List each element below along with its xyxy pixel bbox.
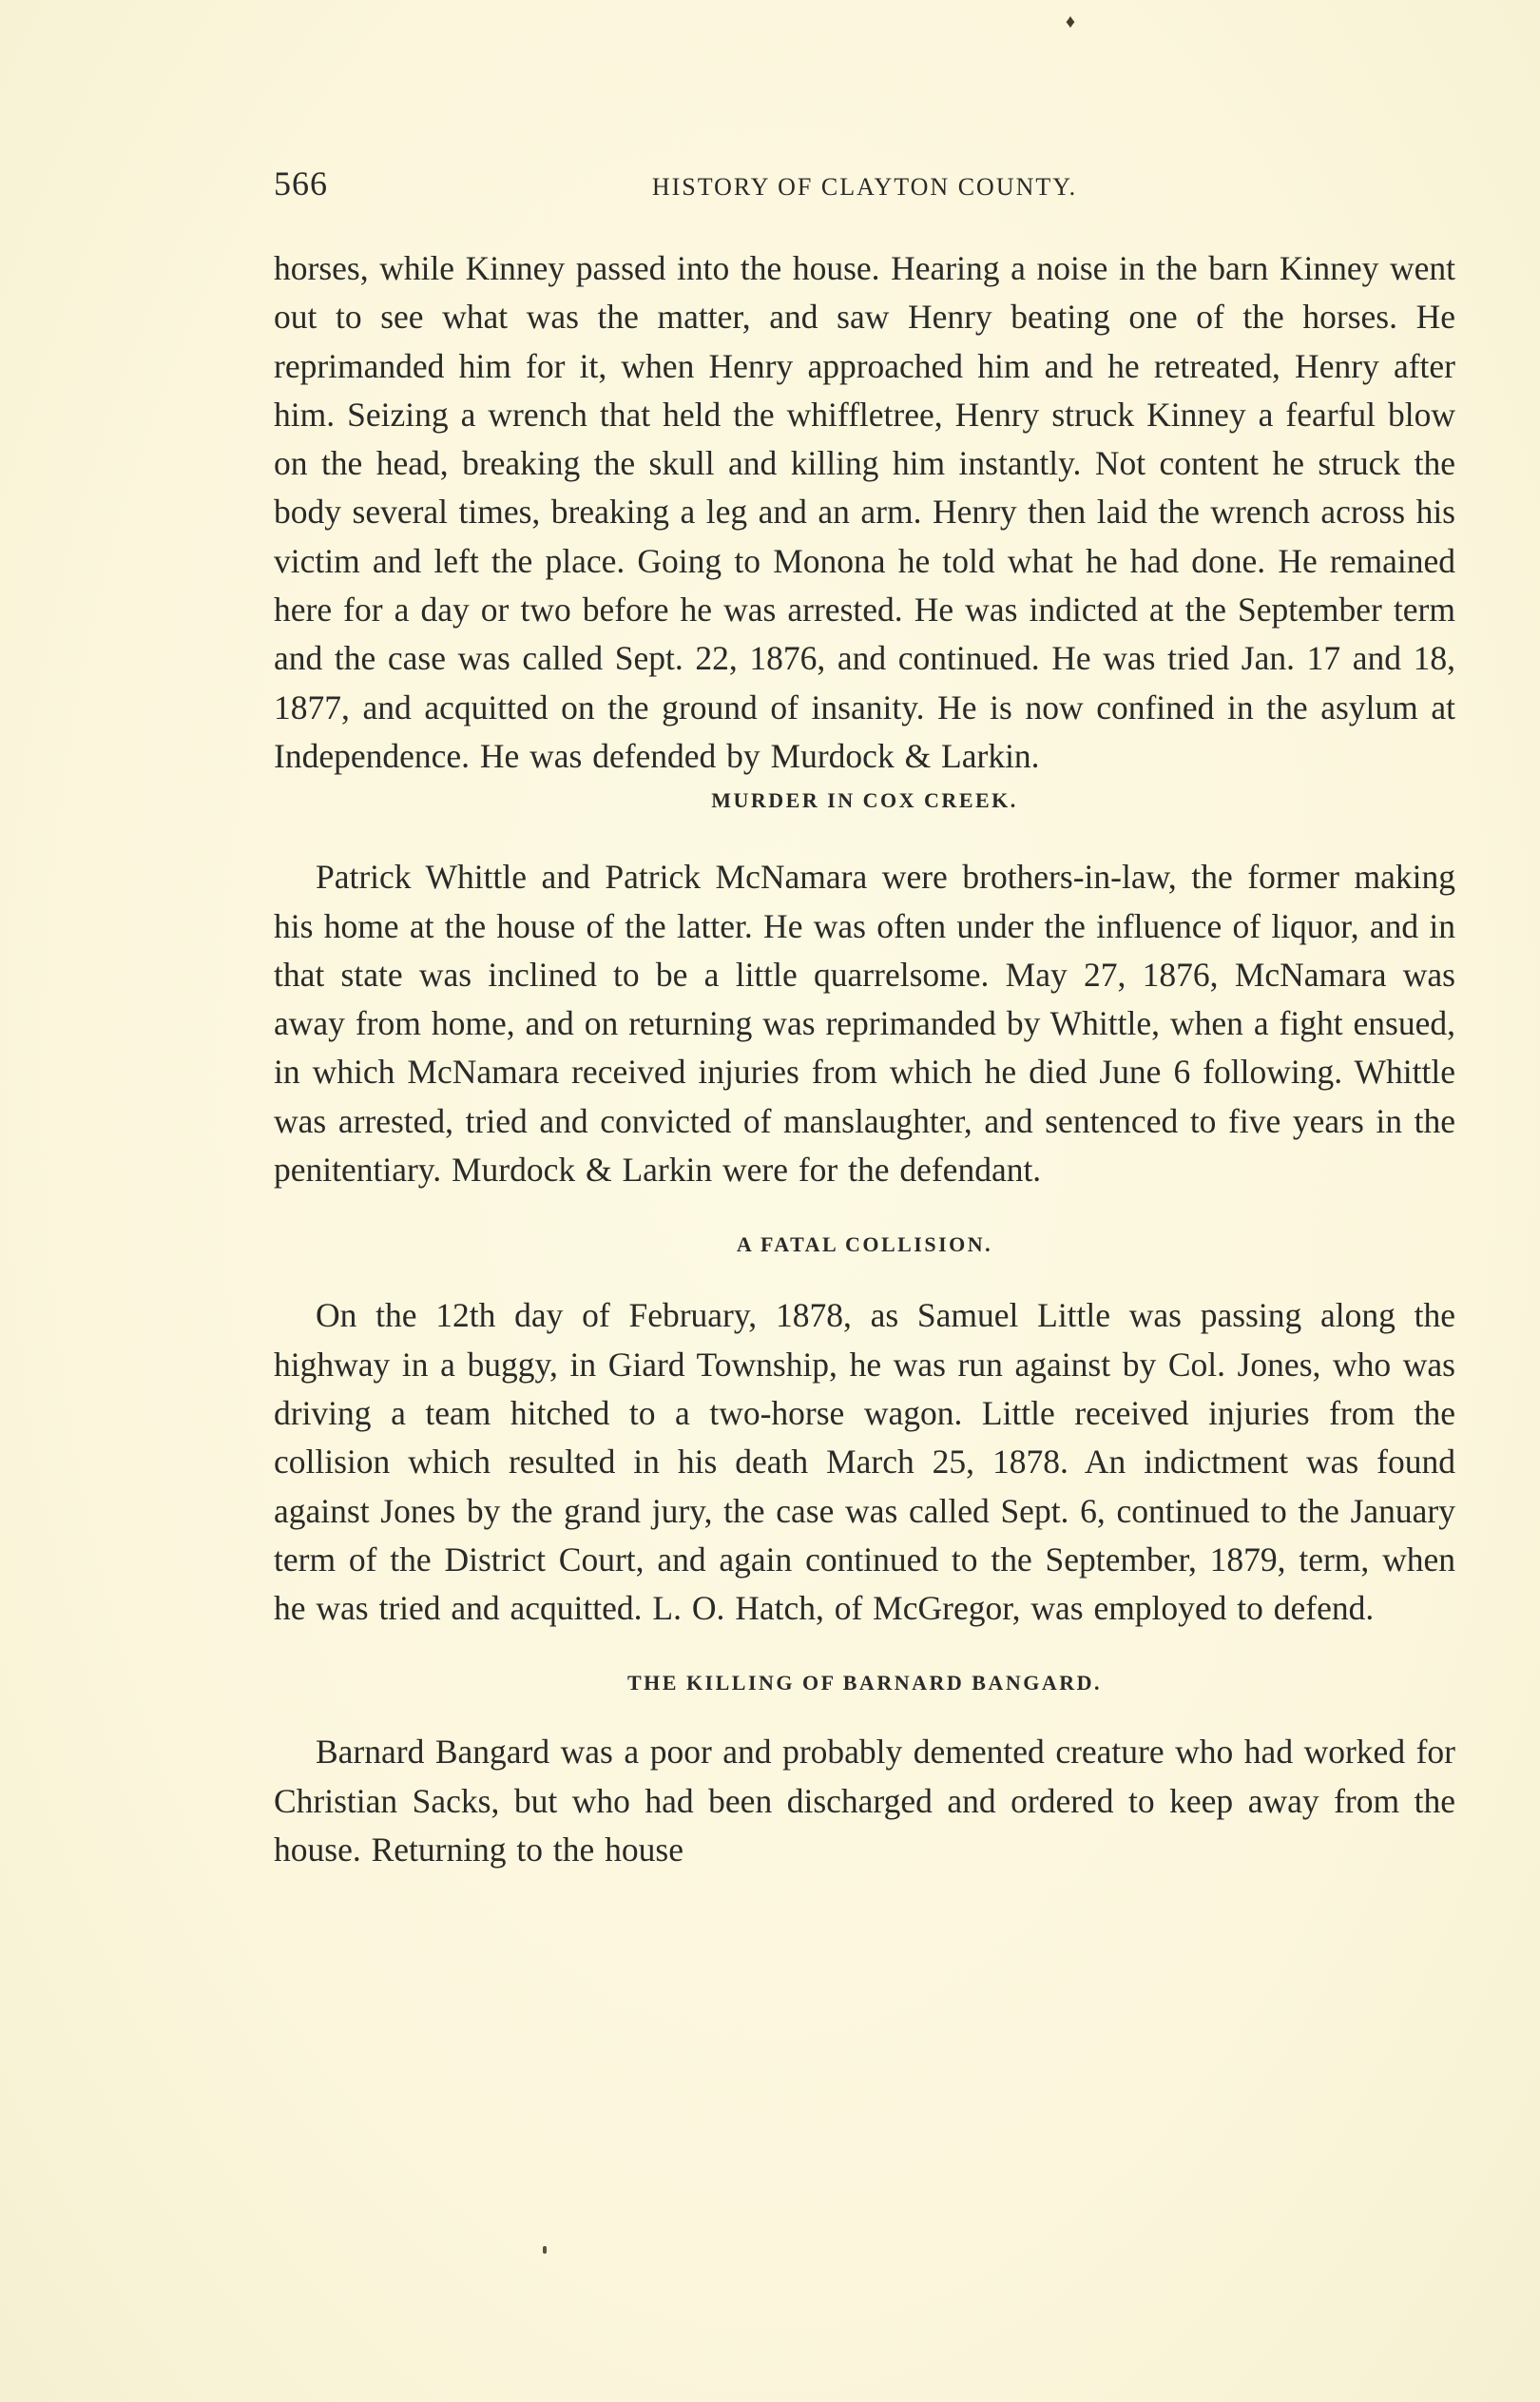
running-title: HISTORY OF CLAYTON COUNTY. <box>651 173 1078 201</box>
paragraph-killing-of-barnard-bangard: Barnard Bangard was a poor and probably demented creature who had worked for Christian Sacks, but who had been discharged and ordered to keep away from the house. Returning to the house <box>274 1733 1455 1869</box>
page-number: 566 <box>274 165 328 203</box>
section-heading-murder-in-cox-creek: MURDER IN COX CREEK. <box>711 788 1018 813</box>
page-body <box>274 244 1455 1874</box>
section-heading-killing-of-barnard-bangard: THE KILLING OF BARNARD BANGARD. <box>626 1671 1102 1695</box>
ornament-icon: ♦ <box>1065 11 1076 32</box>
paragraph-murder-in-cox-creek: Patrick Whittle and Patrick McNamara were brothers-in-law, the former making his home at the house of the latter. He was often under the influence of liquor, and in that state was inclined to be a little quarrelsome. May 27, 1876, McNamara was away from home, and on returning was reprimanded by Whittle, when a fight ensued, in which McNamara received injuries from which he died June 6 following. Whittle was arrested, tried and convicted of manslaughter, and sentenced to five years in the penitentiary. Murdock & Larkin were for the defendant. <box>274 858 1455 1190</box>
paragraph-continued: horses, while Kinney passed into the house. Hearing a noise in the barn Kinney went out to see what was the matter, and saw Henry beating one of the horses. He reprimanded him for it, when Henry approached him and he retreated, Henry after him. Seizing a wrench that held the whiffletree, Henry struck Kinney a fearful blow on the head, breaking the skull and killing him instantly. Not content he struck the body several times, breaking a leg and an arm. Henry then laid the wrench across his victim and left the place. Going to Monona he told what he had done. He remained here for a day or two before he was arrested. He was indicted at the September term and the case was called Sept. 22, 1876, and continued. He was tried Jan. 17 and 18, 1877, and acquitted on the ground of insanity. He is now confined in the asylum at Independence. He was defended by Murdock & Larkin. <box>274 249 1455 775</box>
print-mark <box>543 2246 547 2254</box>
page-header <box>274 164 1455 217</box>
section-heading-fatal-collision: A FATAL COLLISION. <box>736 1232 993 1257</box>
paragraph-fatal-collision: On the 12th day of February, 1878, as Samuel Little was passing along the highway in a buggy, in Giard Township, he was run against by Col. Jones, who was driving a team hitched to a two-horse wagon. Little received injuries from the collision which resulted in his death March 25, 1878. An indictment was found against Jones by the grand jury, the case was called Sept. 6, continued to the January term of the District Court, and again continued to the September, 1879, term, when he was tried and acquitted. L. O. Hatch, of McGregor, was employed to defend. <box>274 1296 1455 1628</box>
